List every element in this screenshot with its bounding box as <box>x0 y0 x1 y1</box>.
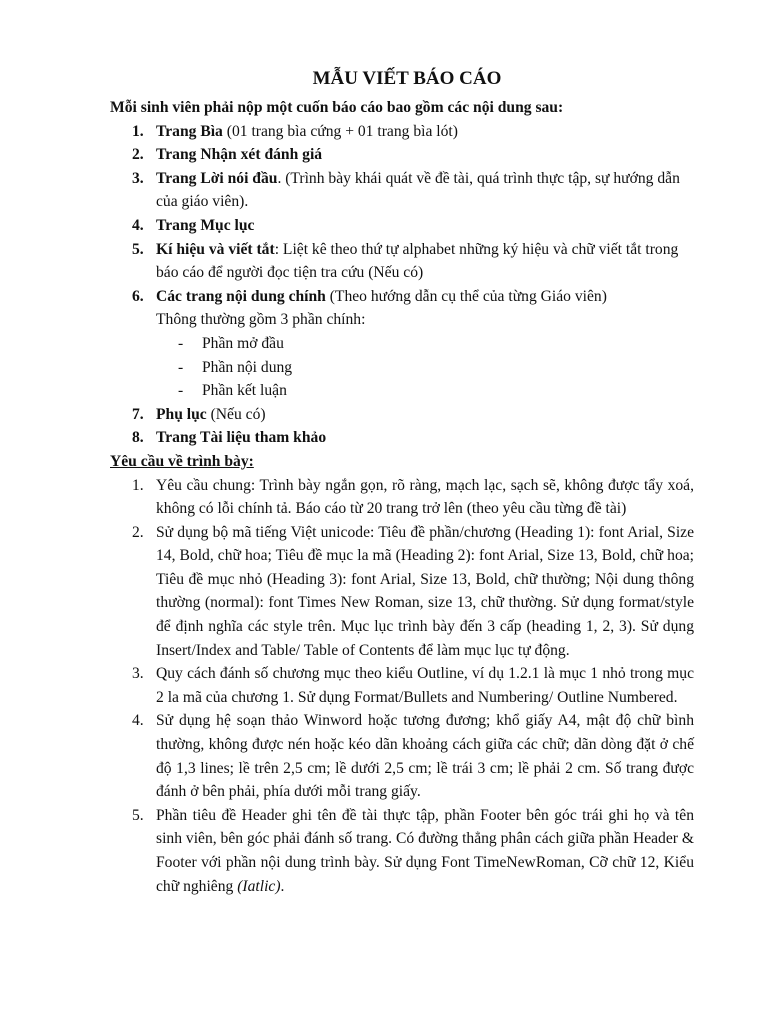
item-text: Quy cách đánh số chương mục theo kiểu Outline, ví dụ 1.2.1 là mục 1 nhỏ trong mục 2 la mã của chương 1. Sử dụng Format/Bullets and Numbering/ Outline Numbered. <box>156 665 694 706</box>
item-tail: . <box>280 877 285 895</box>
page-title: MẪU VIẾT BÁO CÁO <box>312 68 502 89</box>
item-number: 5. <box>132 806 144 824</box>
part-label: Phần kết luận <box>202 382 287 400</box>
item-number: 3. <box>132 665 144 683</box>
item-text: Sử dụng hệ soạn thảo Winword hoặc tương đương; khổ giấy A4, mật độ chữ bình thường, không được nén hoặc kéo dãn khoảng cách giữa các chữ; dãn dòng đặt ở chế độ 1,3 lines; lề trên 2,5 cm; lề dưới 2,5 cm; lề trái 3 cm; lề phải 2 cm. Số trang được đánh ở bên phải, phía dưới mỗi trang giấy. <box>156 712 694 801</box>
item-number: 2. <box>132 146 144 164</box>
dash-bullet: - <box>178 358 184 376</box>
list-item <box>110 167 694 214</box>
item-title: Kí hiệu và viết tắt <box>156 240 275 258</box>
item-detail: (01 trang bìa cứng + 01 trang bìa lót) <box>222 122 458 140</box>
item-number: 7. <box>132 405 144 423</box>
item-detail: (Theo hướng dẫn cụ thể của từng Giáo viên) <box>325 287 607 305</box>
list-item <box>110 238 694 285</box>
item-number: 1. <box>132 476 144 494</box>
list-item <box>156 356 694 380</box>
list-item <box>110 143 694 167</box>
contents-list <box>110 120 694 450</box>
parts-list <box>156 332 694 403</box>
list-item <box>110 426 694 450</box>
sub-paragraph: Thông thường gồm 3 phần chính: <box>156 311 366 329</box>
list-item <box>110 709 694 803</box>
requirements-list <box>110 474 694 899</box>
item-title: Phụ lục <box>156 405 207 423</box>
item-detail: : Liệt kê theo thứ tự alphabet những ký hiệu và chữ viết tắt trong báo cáo để người đọc tiện tra cứu (Nếu có) <box>156 240 679 282</box>
item-detail: . (Trình bày khái quát về đề tài, quá trình thực tập, sự hướng dẫn của giáo viên). <box>156 169 680 211</box>
list-item <box>110 285 694 403</box>
italic-note: (Iatlic) <box>237 877 281 895</box>
dash-bullet: - <box>178 334 184 352</box>
list-item <box>110 120 694 144</box>
part-label: Phần mở đầu <box>202 334 284 352</box>
list-item <box>110 474 694 521</box>
section-heading: Yêu cầu về trình bày: <box>110 452 254 470</box>
item-text: Phần tiêu đề Header ghi tên đề tài thực tập, phần Footer bên góc trái ghi họ và tên sinh viên, bên góc phải đánh số trang. Có đường thẳng phân cách giữa phần Header & Footer với phần nội dung trình bày. Sử dụng Font TimeNewRoman, Cỡ chữ 12, Kiểu chữ nghiêng <box>156 806 694 895</box>
item-title: Trang Lời nói đầu <box>156 169 278 187</box>
item-number: 4. <box>132 712 144 730</box>
item-number: 4. <box>132 216 144 234</box>
list-item <box>110 214 694 238</box>
item-detail: (Nếu có) <box>206 405 266 423</box>
list-item <box>156 332 694 356</box>
item-number: 2. <box>132 523 144 541</box>
part-label: Phần nội dung <box>202 358 293 376</box>
list-item <box>110 804 694 898</box>
dash-bullet: - <box>178 382 184 400</box>
item-title: Trang Nhận xét đánh giá <box>156 146 323 164</box>
item-text: Sử dụng bộ mã tiếng Việt unicode: Tiêu đề phần/chương (Heading 1): font Arial, Size 14, Bold, chữ hoa; Tiêu đề mục la mã (Heading 2): font Arial, Size 13, Bold, chữ hoa; Tiêu đề mục nhỏ (Heading 3): font Arial, Size 13, Bold, chữ thường; Nội dung thông thường (normal): font Times New Roman, size 13, chữ thường. Sử dụng format/style để định nghĩa các style trên. Mục lục trình bày đến 3 cấp (heading 1, 2, 3). Sử dụng Insert/Index and Table/ Table of Contents để làm mục lục tự động. <box>156 523 694 659</box>
item-title: Trang Tài liệu tham khảo <box>156 429 327 447</box>
list-item <box>110 662 694 709</box>
item-title: Các trang nội dung chính <box>156 287 326 305</box>
item-number: 8. <box>132 429 144 447</box>
item-title: Trang Bìa <box>156 122 223 140</box>
list-item <box>156 379 694 403</box>
item-number: 6. <box>132 287 144 305</box>
item-number: 5. <box>132 240 144 258</box>
list-item <box>110 403 694 427</box>
item-title: Trang Mục lục <box>156 216 255 234</box>
intro-paragraph: Mỗi sinh viên phải nộp một cuốn báo cáo bao gồm các nội dung sau: <box>110 99 564 116</box>
item-number: 3. <box>132 169 144 187</box>
item-number: 1. <box>132 122 144 140</box>
list-item <box>110 521 694 663</box>
item-text: Yêu cầu chung: Trình bày ngắn gọn, rõ ràng, mạch lạc, sạch sẽ, không được tẩy xoá, không có lỗi chính tả. Báo cáo từ 20 trang trở lên (theo yêu cầu từng đề tài) <box>156 476 694 518</box>
